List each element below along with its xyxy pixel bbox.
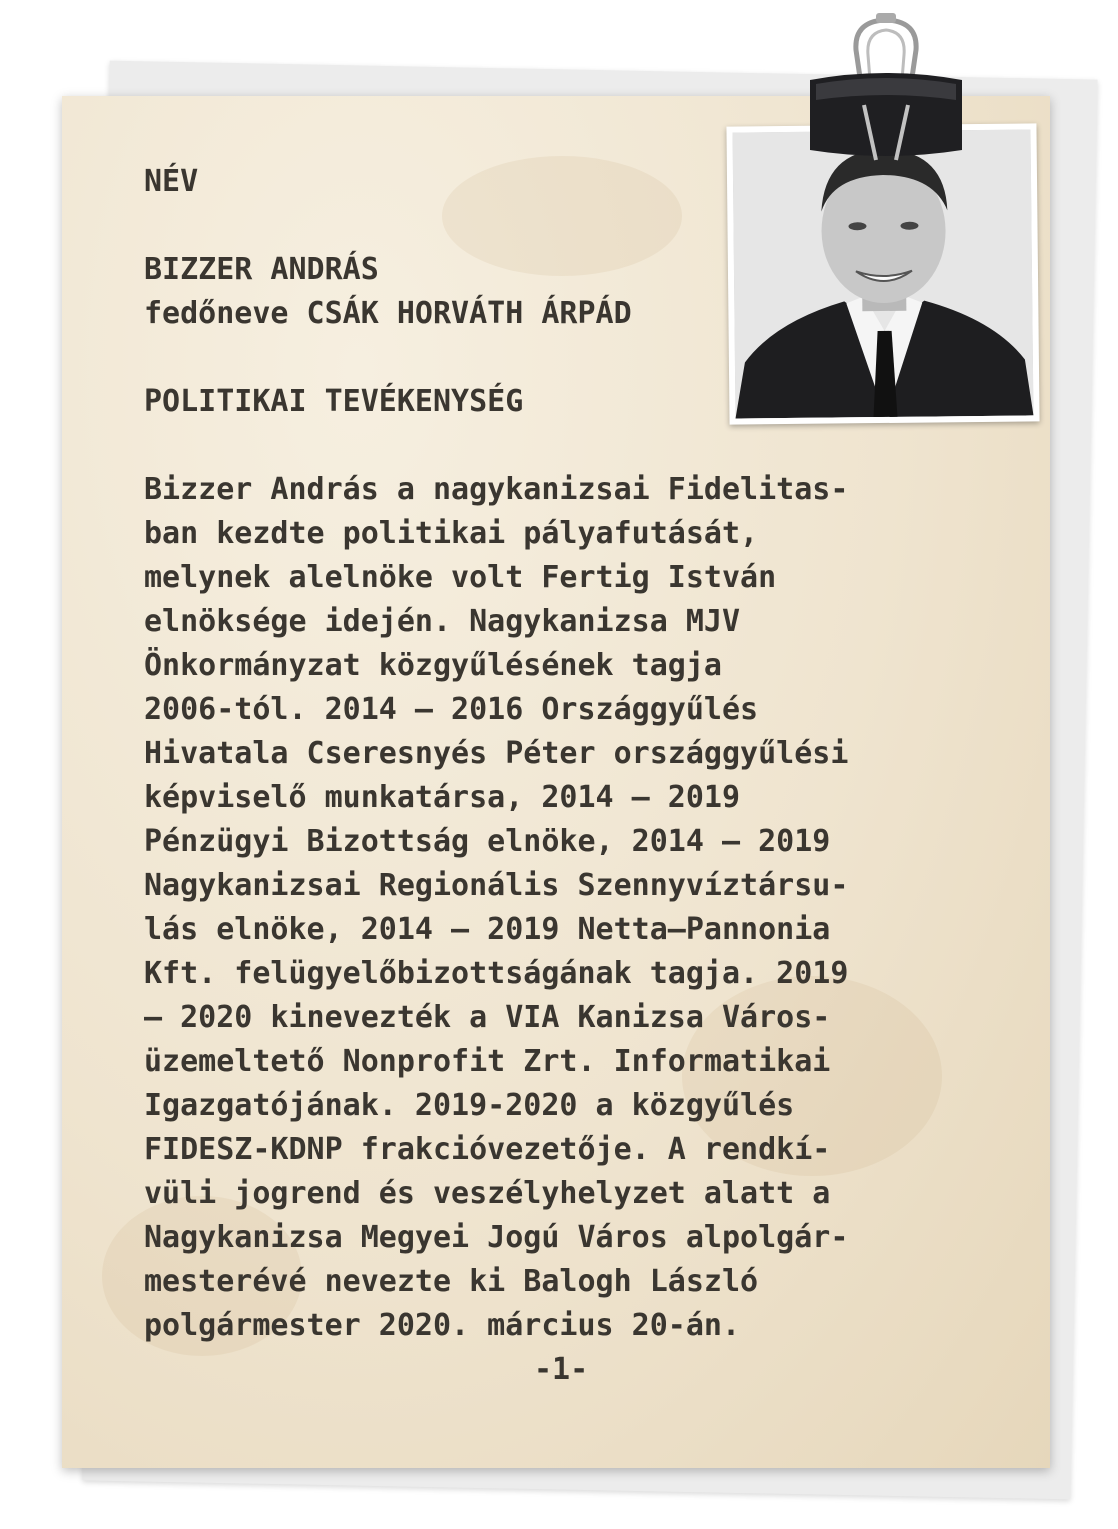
biography-line: melynek alelnöke volt Fertig István bbox=[144, 560, 777, 595]
paper-stain bbox=[442, 156, 682, 276]
biography-line: ban kezdte politikai pályafutását, bbox=[144, 516, 759, 551]
name-heading: NÉV bbox=[144, 164, 199, 199]
biography-line: Kft. felügyelőbizottságának tagja. 2019 bbox=[144, 956, 849, 991]
biography-line: Igazgatójának. 2019-2020 a közgyűlés bbox=[144, 1088, 795, 1123]
biography-line: Nagykanizsai Regionális Szennyvíztársu- bbox=[144, 868, 849, 903]
biography-line: FIDESZ-KDNP frakcióvezetője. A rendkí- bbox=[144, 1132, 831, 1167]
biography-line: polgármester 2020. március 20-án. bbox=[144, 1308, 741, 1343]
biography-line: – 2020 kinevezték a VIA Kanizsa Város- bbox=[144, 1000, 831, 1035]
biography-line: lás elnöke, 2014 – 2019 Netta–Pannonia bbox=[144, 912, 831, 947]
page-number: -1- bbox=[534, 1352, 589, 1387]
portrait-photo bbox=[733, 129, 1034, 418]
person-alias: fedőneve CSÁK HORVÁTH ÁRPÁD bbox=[144, 296, 632, 331]
biography-line: üzemeltető Nonprofit Zrt. Informatikai bbox=[144, 1044, 831, 1079]
biography-line: képviselő munkatársa, 2014 – 2019 bbox=[144, 780, 741, 815]
biography-line: Bizzer András a nagykanizsai Fidelitas- bbox=[144, 472, 849, 507]
biography-line: Hivatala Cseresnyés Péter országgyűlési bbox=[144, 736, 849, 771]
person-name: BIZZER ANDRÁS bbox=[144, 252, 379, 287]
biography-line: elnöksége idején. Nagykanizsa MJV bbox=[144, 604, 741, 639]
biography-line: Önkormányzat közgyűlésének tagja bbox=[144, 648, 722, 683]
biography-line: mesterévé nevezte ki Balogh László bbox=[144, 1264, 759, 1299]
biography-text bbox=[144, 468, 848, 1348]
biography-line: Pénzügyi Bizottság elnöke, 2014 – 2019 bbox=[144, 824, 831, 859]
biography-line: Nagykanizsa Megyei Jogú Város alpolgár- bbox=[144, 1220, 849, 1255]
biography-line: vüli jogrend és veszélyhelyzet alatt a bbox=[144, 1176, 831, 1211]
portrait-illustration bbox=[733, 129, 1034, 418]
photo-frame bbox=[726, 123, 1039, 424]
binder-clip-icon bbox=[806, 10, 966, 165]
biography-line: 2006-tól. 2014 – 2016 Országgyűlés bbox=[144, 692, 759, 727]
section-heading: POLITIKAI TEVÉKENYSÉG bbox=[144, 384, 524, 419]
